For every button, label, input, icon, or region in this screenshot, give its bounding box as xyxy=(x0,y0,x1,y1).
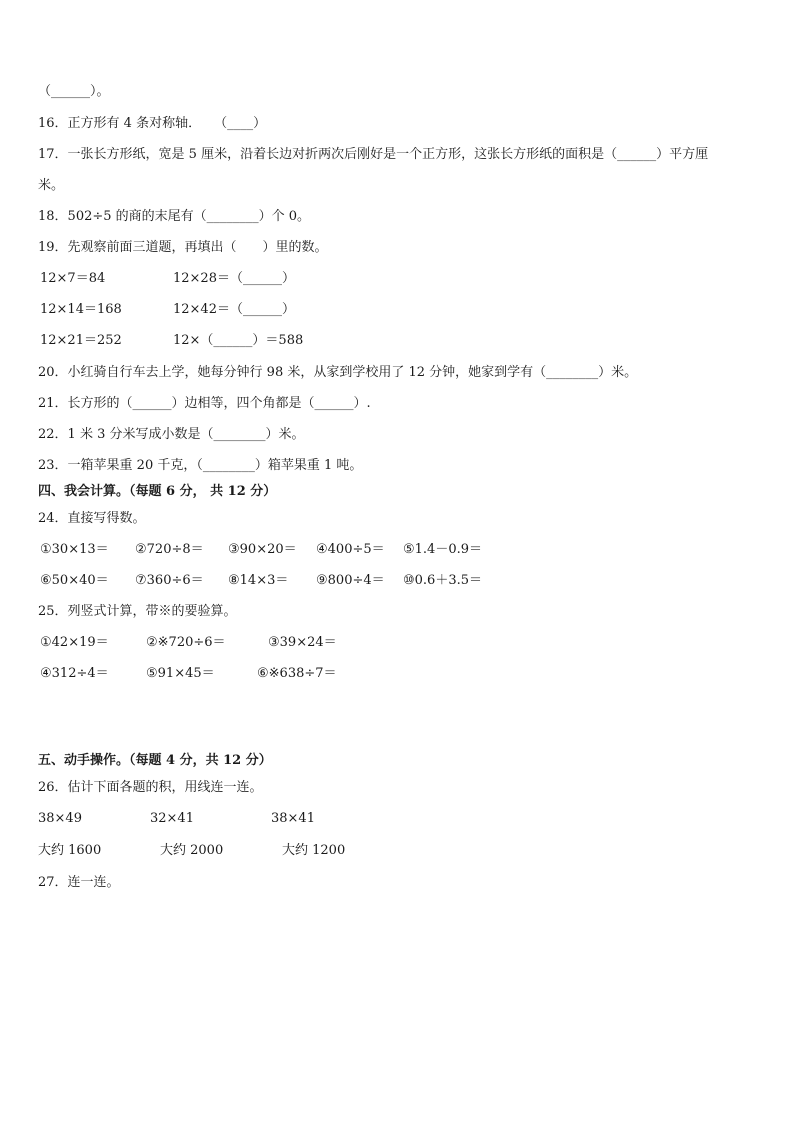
q24-item-7: ⑦360÷6＝ xyxy=(135,573,204,588)
q25-item-5: ⑤91×45＝ xyxy=(146,666,215,681)
question-24: 24．直接写得数。 xyxy=(38,511,146,526)
q26-expression-1: 38×49 xyxy=(38,811,82,826)
question-16: 16．正方形有 4 条对称轴． （____） xyxy=(38,116,267,131)
q26-estimate-2: 大约 2000 xyxy=(160,843,224,858)
q19-row3-given: 12×21＝252 xyxy=(40,333,122,348)
question-23: 23．一箱苹果重 20 千克，（________）箱苹果重 1 吨。 xyxy=(38,458,363,473)
q19-row1-blank: 12×28＝（______） xyxy=(173,271,295,286)
section-4-heading: 四、我会计算。（每题 6 分， 共 12 分） xyxy=(38,484,277,499)
q24-item-9: ⑨800÷4＝ xyxy=(316,573,385,588)
q19-row1-given: 12×7＝84 xyxy=(40,271,106,286)
q25-item-4: ④312÷4＝ xyxy=(40,666,109,681)
q24-item-1: ①30×13＝ xyxy=(40,542,109,557)
question-25: 25．列竖式计算，带※的要验算。 xyxy=(38,604,237,619)
q25-item-1: ①42×19＝ xyxy=(40,635,109,650)
q25-item-3: ③39×24＝ xyxy=(268,635,337,650)
question-22: 22．1 米 3 分米写成小数是（________）米。 xyxy=(38,427,305,442)
question-26: 26．估计下面各题的积，用线连一连。 xyxy=(38,780,263,795)
q26-estimate-1: 大约 1600 xyxy=(38,843,102,858)
q24-item-8: ⑧14×3＝ xyxy=(228,573,289,588)
q26-expression-2: 32×41 xyxy=(150,811,194,826)
question-20: 20．小红骑自行车去上学，她每分钟行 98 米，从家到学校用了 12 分钟，她家到学有（________）米。 xyxy=(38,365,638,380)
q24-item-10: ⑩0.6＋3.5＝ xyxy=(403,573,483,588)
question-19: 19．先观察前面三道题，再填出（ ）里的数。 xyxy=(38,240,328,255)
question-17-continuation: 米。 xyxy=(38,178,65,193)
question-15-continuation: （______）。 xyxy=(38,84,110,99)
q26-estimate-3: 大约 1200 xyxy=(282,843,346,858)
q24-item-6: ⑥50×40＝ xyxy=(40,573,109,588)
q25-item-2: ②※720÷6＝ xyxy=(146,635,226,650)
q19-row2-blank: 12×42＝（______） xyxy=(173,302,295,317)
q24-item-3: ③90×20＝ xyxy=(228,542,297,557)
question-18: 18．502÷5 的商的末尾有（________）个 0。 xyxy=(38,209,311,224)
question-27: 27．连一连。 xyxy=(38,875,120,890)
q19-row3-blank: 12×（______）＝588 xyxy=(173,333,304,348)
q24-item-4: ④400÷5＝ xyxy=(316,542,385,557)
section-5-heading: 五、动手操作。（每题 4 分，共 12 分） xyxy=(38,753,272,768)
q19-row2-given: 12×14＝168 xyxy=(40,302,122,317)
question-17: 17．一张长方形纸，宽是 5 厘米，沿着长边对折两次后刚好是一个正方形，这张长方形纸的面积是（______）平方厘 xyxy=(38,147,709,162)
q25-item-6: ⑥※638÷7＝ xyxy=(257,666,337,681)
q24-item-5: ⑤1.4－0.9＝ xyxy=(403,542,483,557)
question-21: 21．长方形的（______）边相等，四个角都是（______）. xyxy=(38,396,371,411)
q24-item-2: ②720÷8＝ xyxy=(135,542,204,557)
q26-expression-3: 38×41 xyxy=(271,811,315,826)
